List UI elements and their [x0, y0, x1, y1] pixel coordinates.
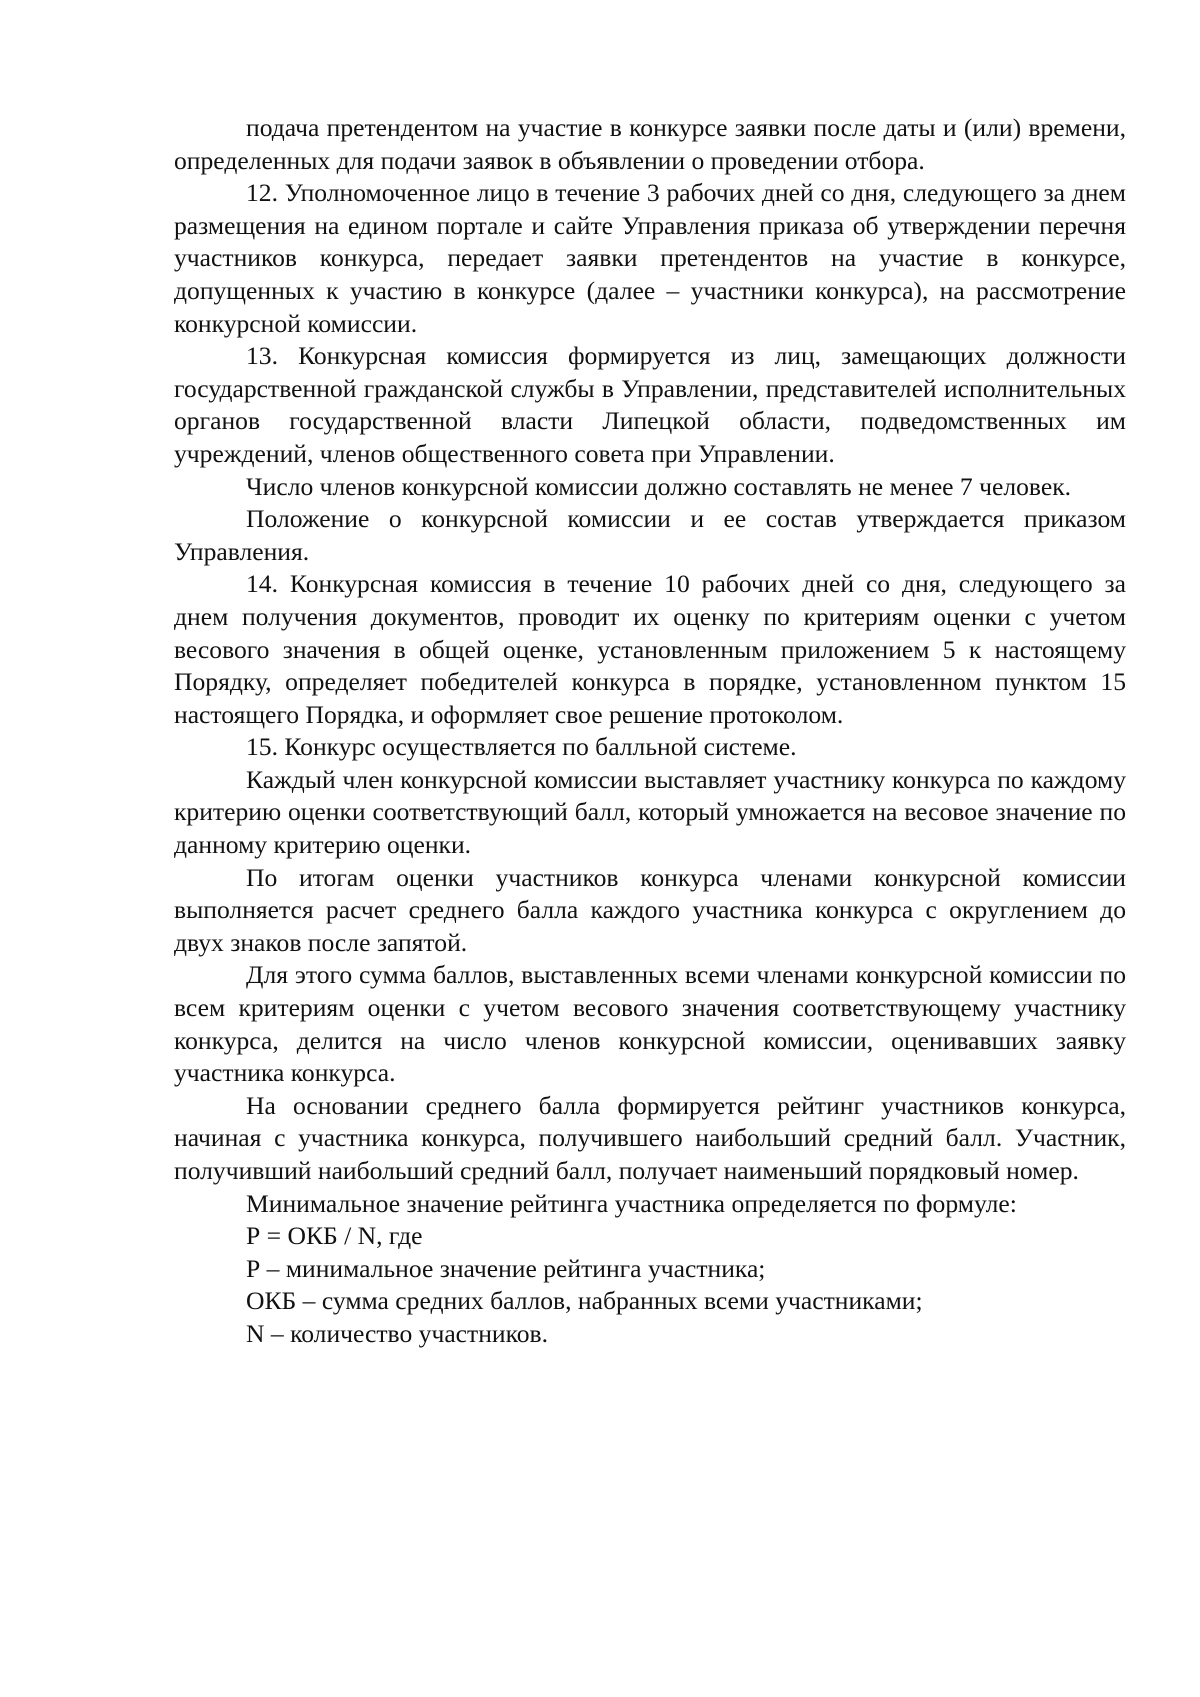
paragraph-formula-intro: Минимальное значение рейтинга участника определяется по формуле:	[246, 1188, 1017, 1218]
paragraph-rating: На основании среднего балла формируется рейтинг участников конкурса, начиная с участника конкурса, получившего наибольший средний балл. Участник, получивший наибольший средний балл, получает наименьший порядковый номер.	[174, 1090, 1126, 1185]
document-body	[174, 112, 1126, 1351]
paragraph-commission-regulation: Положение о конкурсной комиссии и ее состав утверждается приказом Управления.	[174, 504, 1126, 566]
paragraph-average-score: По итогам оценки участников конкурса членами конкурсной комиссии выполняется расчет среднего балла каждого участника конкурса с округлением до двух знаков после запятой.	[174, 862, 1126, 957]
paragraph-item-12: 12. Уполномоченное лицо в течение 3 рабочих дней со дня, следующего за днем размещения на едином портале и сайте Управления приказа об утверждении перечня участников конкурса, передает заявки претендентов на участие в конкурсе, допущенных к участию в конкурсе (далее – участники конкурса), на рассмотрение конкурсной комиссии.	[174, 178, 1126, 338]
paragraph-commission-size: Число членов конкурсной комиссии должно составлять не менее 7 человек.	[246, 471, 1072, 501]
formula-definition-okb: ОКБ – сумма средних баллов, набранных всеми участниками;	[246, 1286, 923, 1316]
paragraph-item-15: 15. Конкурс осуществляется по балльной системе.	[246, 732, 797, 762]
paragraph-submission-after-deadline: подача претендентом на участие в конкурсе заявки после даты и (или) времени, определенных для подачи заявок в объявлении о проведении отбора.	[174, 113, 1126, 175]
formula: Р = ОКБ / N, где	[246, 1221, 423, 1251]
paragraph-scoring: Каждый член конкурсной комиссии выставляет участнику конкурса по каждому критерию оценки соответствующий балл, который умножается на весовое значение по данному критерию оценки.	[174, 764, 1126, 860]
formula-definition-p: Р – минимальное значение рейтинга участника;	[246, 1253, 766, 1283]
paragraph-score-calculation: Для этого сумма баллов, выставленных всеми членами конкурсной комиссии по всем критериям оценки с учетом весового значения соответствующему участнику конкурса, делится на число членов конкурсной комиссии, оценивавших заявку участника конкурса.	[174, 960, 1126, 1088]
paragraph-item-13: 13. Конкурсная комиссия формируется из лиц, замещающих должности государственной гражданской службы в Управлении, представителей исполнительных органов государственной власти Липецкой области, подведомственных им учреждений, членов общественного совета при Управлении.	[174, 341, 1126, 468]
formula-definition-n: N – количество участников.	[246, 1318, 549, 1348]
paragraph-item-14: 14. Конкурсная комиссия в течение 10 рабочих дней со дня, следующего за днем получения документов, проводит их оценку по критериям оценки с учетом весового значения в общей оценке, установленным приложением 5 к настоящему Порядку, определяет победителей конкурса в порядке, установленном пунктом 15 настоящего Порядка, и оформляет свое решение протоколом.	[174, 569, 1126, 729]
